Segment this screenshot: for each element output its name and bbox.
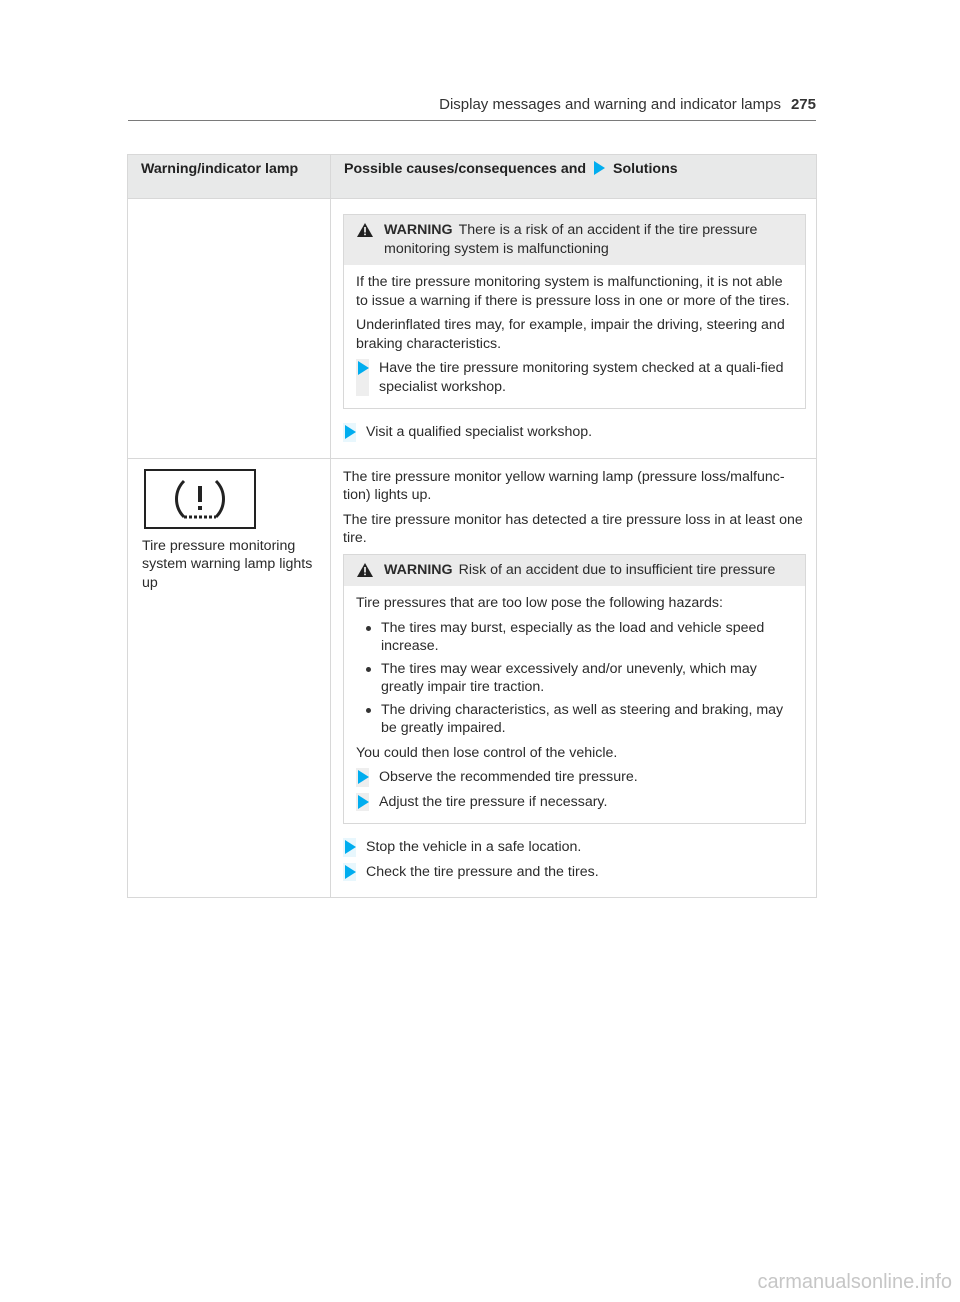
- action-arrow-icon: [358, 770, 369, 784]
- lamp-cell-empty: [128, 199, 331, 459]
- action-arrow-icon: [345, 840, 356, 854]
- warning-intro: Tire pressures that are too low pose the following hazards:: [356, 595, 723, 611]
- action-step: Stop the vehicle in a safe location.: [343, 838, 806, 857]
- list-item: The tires may wear excessively and/or unevenly, which may greatly impair tire traction.: [356, 660, 793, 697]
- action-arrow-icon: [345, 425, 356, 439]
- action-step: Adjust the tire pressure if necessary.: [356, 793, 793, 812]
- action-step: Check the tire pressure and the tires.: [343, 863, 806, 882]
- col-header-lamp: Warning/indicator lamp: [128, 155, 331, 199]
- action-arrow-icon: [358, 361, 369, 375]
- watermark: carmanualsonline.info: [757, 1271, 952, 1293]
- warning-header: WARNING Risk of an accident due to insufficient tire pressure: [344, 555, 805, 587]
- warning-paragraph: You could then lose control of the vehicle.: [356, 744, 618, 761]
- lamp-cell: [128, 458, 331, 898]
- lamp-label: Tire pressure monitoring system warning lamp lights up: [142, 537, 313, 591]
- warning-paragraph: Underinflated tires may, for example, impair the driving, steering and braking characteristics.: [356, 317, 785, 352]
- tire-pressure-warning-icon: [144, 469, 256, 529]
- cause-paragraph: The tire pressure monitor has detected a tire pressure loss in at least one tire.: [343, 511, 803, 546]
- action-arrow-icon: [358, 795, 369, 809]
- action-step: Observe the recommended tire pressure.: [356, 768, 793, 787]
- page-number: 275: [790, 96, 816, 113]
- warning-header: WARNING There is a risk of an accident if the tire pressure monitoring system is malfunctioning: [344, 215, 805, 265]
- list-item: The driving characteristics, as well as steering and braking, may be greatly impaired.: [356, 701, 793, 738]
- cause-paragraph: The tire pressure monitor yellow warning lamp (pressure loss/malfunc-tion) lights up.: [343, 468, 785, 503]
- hazard-list: [356, 619, 793, 738]
- header-divider: [128, 120, 816, 121]
- action-step: Visit a qualified specialist workshop.: [343, 423, 806, 442]
- warning-paragraph: If the tire pressure monitoring system is malfunctioning, it is not able to issue a warning if there is pressure loss in one or more of the tires.: [356, 274, 790, 309]
- header-title: Display messages and warning and indicator lamps: [439, 96, 781, 113]
- warning-box: [343, 214, 806, 409]
- warning-lamp-table: [127, 154, 817, 898]
- list-item: The tires may burst, especially as the load and vehicle speed increase.: [356, 619, 793, 656]
- table-row: [128, 458, 817, 898]
- table-row: [128, 199, 817, 459]
- page-header: [128, 96, 816, 116]
- warning-triangle-icon: [357, 223, 373, 237]
- action-arrow-icon: [594, 161, 605, 175]
- col-header-solutions: Possible causes/consequences and Solutions: [331, 155, 817, 199]
- action-step: Have the tire pressure monitoring system checked at a quali-fied specialist workshop.: [356, 359, 793, 396]
- warning-triangle-icon: [357, 563, 373, 577]
- solution-cell: [331, 458, 817, 898]
- action-arrow-icon: [345, 865, 356, 879]
- warning-box: [343, 554, 806, 825]
- solution-cell: [331, 199, 817, 459]
